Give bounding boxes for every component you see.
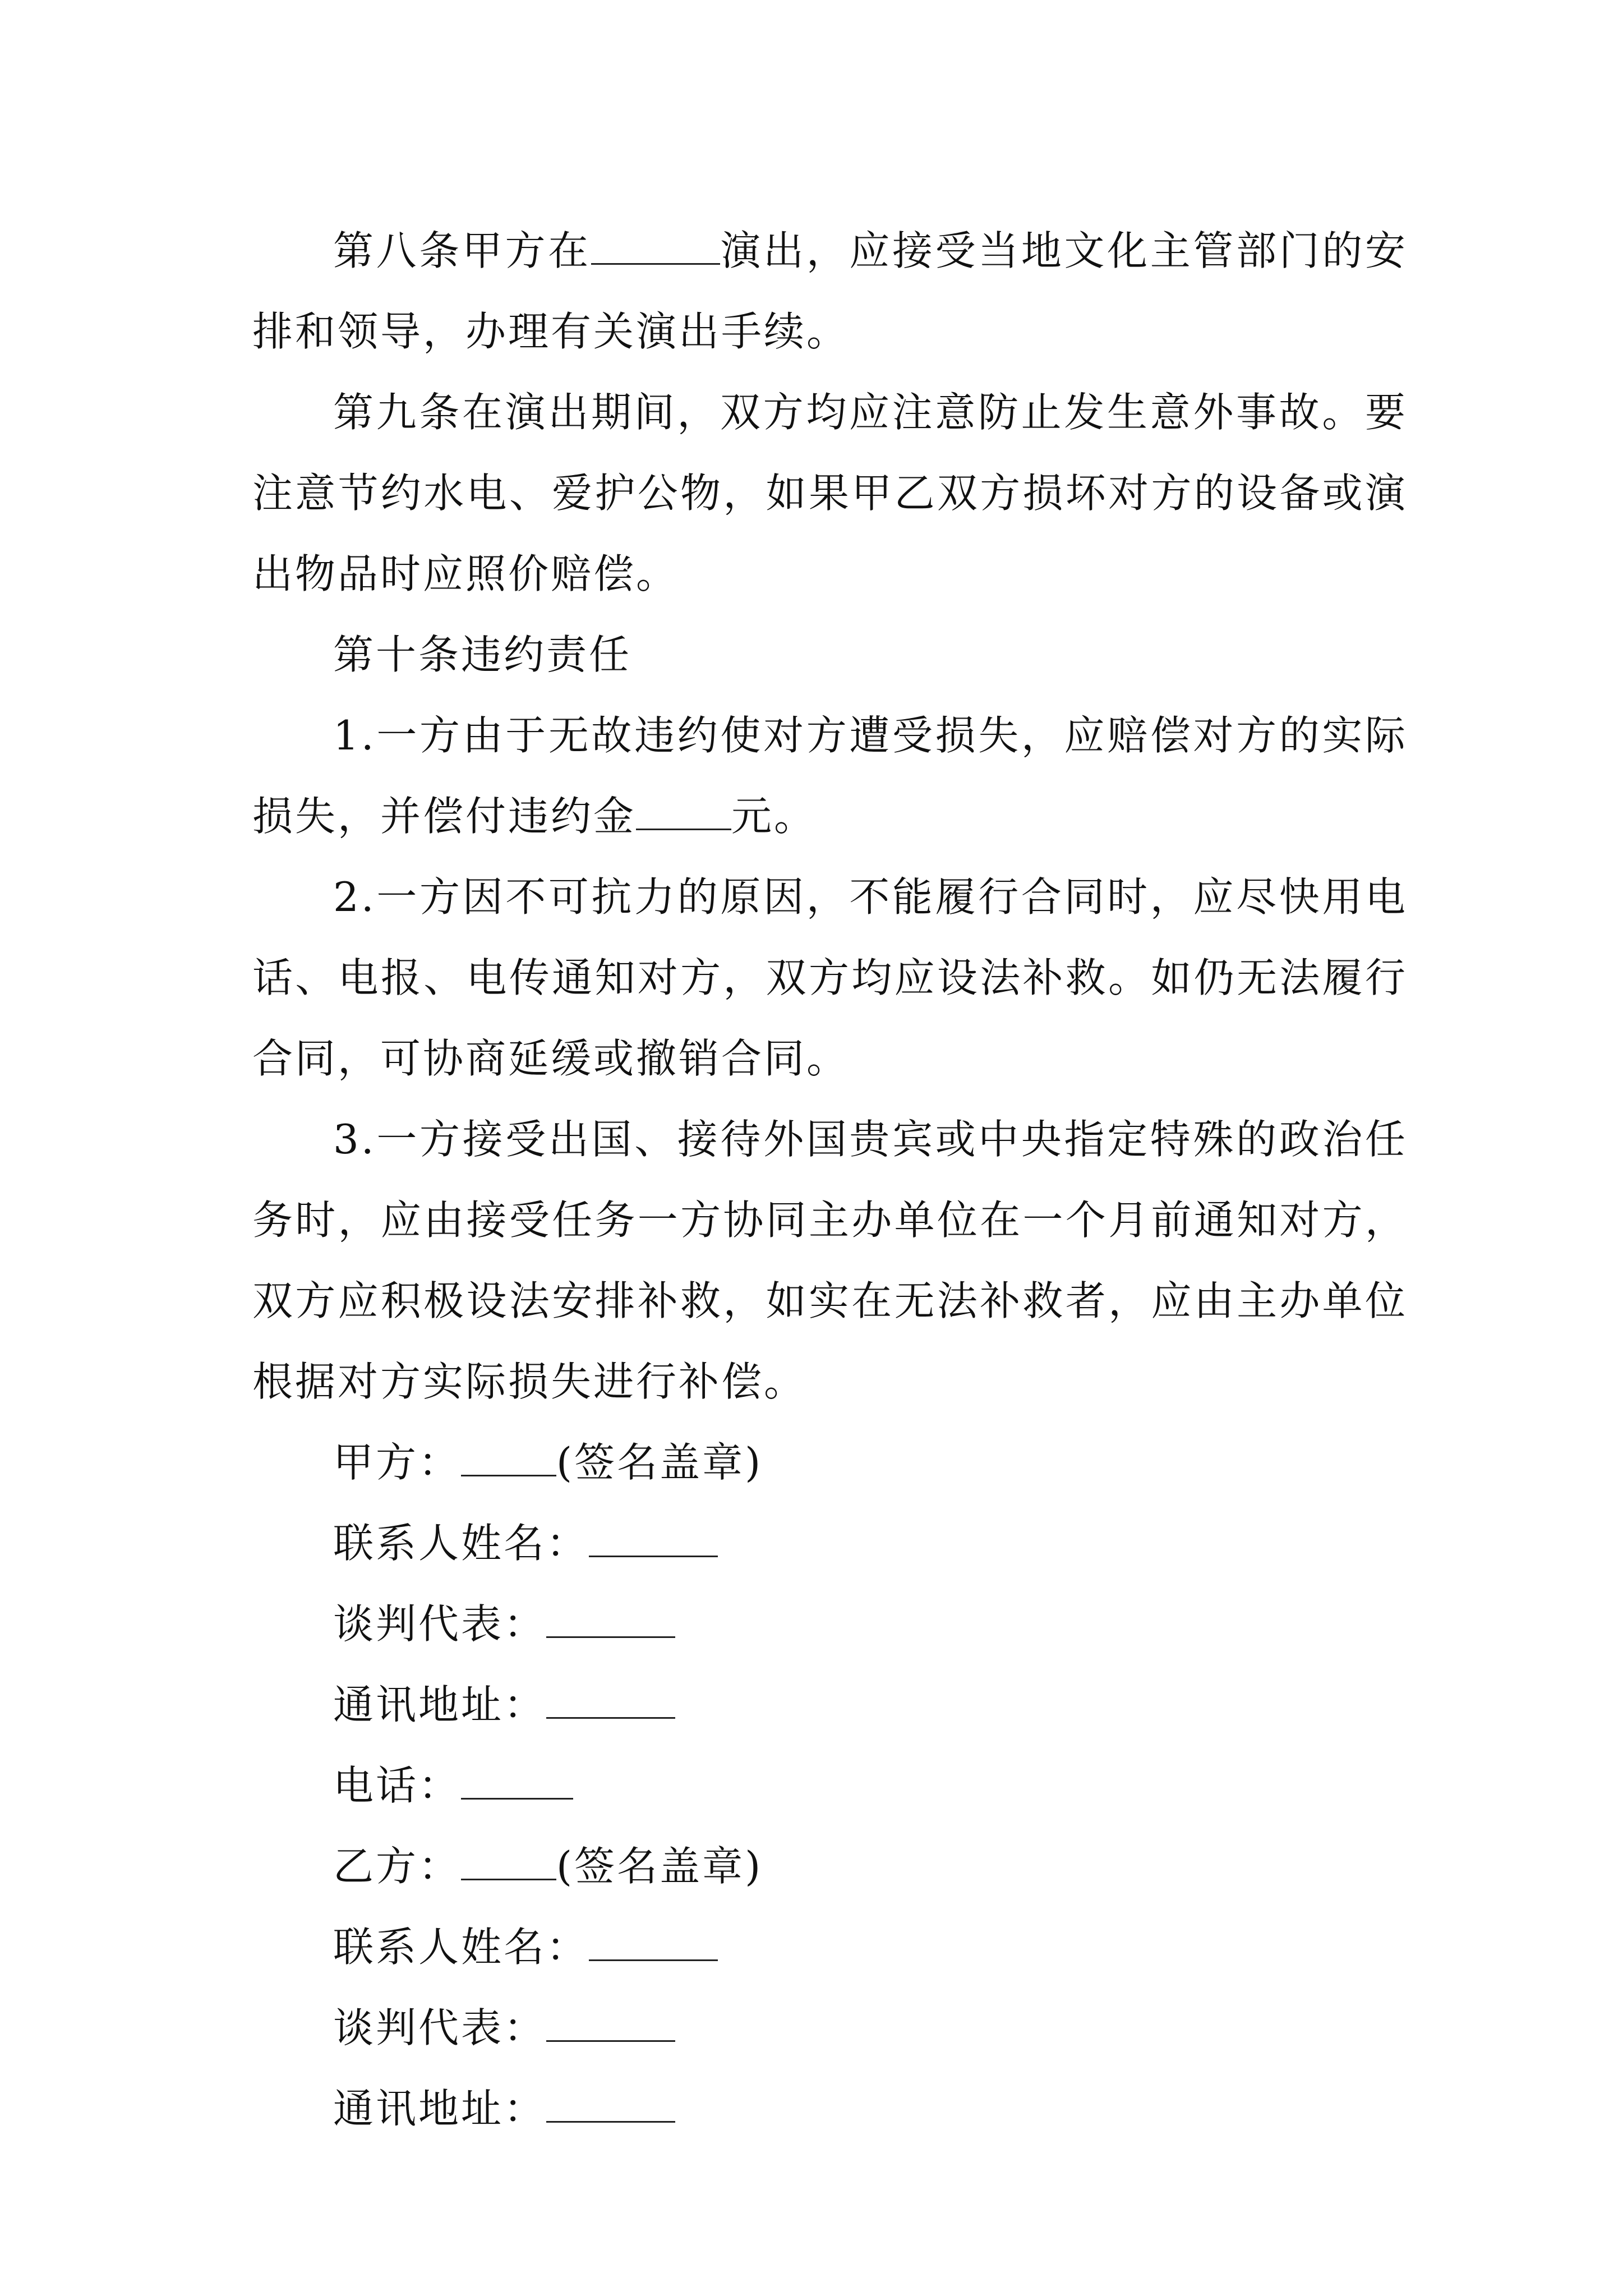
article-8-text-before: 第八条甲方在 bbox=[333, 227, 591, 274]
party-b-address-label: 通讯地址： bbox=[333, 2085, 547, 2132]
article-8-paragraph bbox=[252, 210, 1408, 372]
party-b-seal-note: (签名盖章) bbox=[556, 1843, 763, 1890]
party-b-signature-blank bbox=[461, 1847, 556, 1880]
party-b-negotiator-line bbox=[252, 1987, 1408, 2068]
party-a-signature-blank bbox=[461, 1443, 556, 1476]
party-a-negotiator-blank bbox=[546, 1605, 675, 1638]
article-10-heading: 第十条违约责任 bbox=[333, 631, 632, 678]
article-8-text-after: 演出，应接受当地文化主管部门的安排和领导，办理有关演出手续。 bbox=[252, 227, 1408, 355]
party-a-negotiator-label: 谈判代表： bbox=[333, 1600, 547, 1648]
party-b-contact-name-label: 联系人姓名： bbox=[333, 1924, 589, 1971]
party-a-phone-blank bbox=[461, 1766, 573, 1800]
party-b-signature-line bbox=[252, 1826, 1408, 1907]
party-a-address-label: 通讯地址： bbox=[333, 1681, 547, 1728]
party-a-address-blank bbox=[546, 1686, 675, 1719]
party-b-address-line bbox=[252, 2068, 1408, 2149]
party-a-contact-name-blank bbox=[589, 1524, 718, 1557]
performance-location-blank bbox=[591, 232, 720, 265]
party-b-contact-name-blank bbox=[589, 1928, 718, 1961]
party-b-label: 乙方： bbox=[333, 1843, 462, 1890]
party-b-negotiator-blank bbox=[546, 2009, 675, 2042]
party-b-address-blank bbox=[546, 2090, 675, 2123]
liability-item-3: 3.一方接受出国、接待外国贵宾或中央指定特殊的政治任务时，应由接受任务一方协同主办单位在一个月前通知对方，双方应积极设法安排补救，如实在无法补救者，应由主办单位根据对方实际损失进行补偿。 bbox=[252, 1116, 1408, 1405]
party-a-signature-line bbox=[252, 1422, 1408, 1503]
party-a-seal-note: (签名盖章) bbox=[556, 1439, 763, 1486]
liability-item-2: 2.一方因不可抗力的原因，不能履行合同时，应尽快用电话、电报、电传通知对方，双方均应设法补救。如仍无法履行合同，可协商延缓或撤销合同。 bbox=[252, 873, 1408, 1082]
article-9-paragraph: 第九条在演出期间，双方均应注意防止发生意外事故。要注意节约水电、爱护公物，如果甲乙双方损坏对方的设备或演出物品时应照价赔偿。 bbox=[252, 389, 1408, 597]
party-a-address-line bbox=[252, 1664, 1408, 1745]
contract-body bbox=[252, 210, 1408, 2149]
liability-item-1-text-after: 元。 bbox=[731, 793, 817, 840]
party-a-phone-label: 电话： bbox=[333, 1762, 462, 1809]
party-a-phone-line bbox=[252, 1745, 1408, 1826]
penalty-amount-blank bbox=[636, 797, 731, 830]
party-a-negotiator-line bbox=[252, 1584, 1408, 1664]
liability-item-1-text-before: 1.一方由于无故违约使对方遭受损失，应赔偿对方的实际损失，并偿付违约金 bbox=[252, 712, 1408, 840]
party-a-contact-name-label: 联系人姓名： bbox=[333, 1520, 589, 1567]
party-a-label: 甲方： bbox=[333, 1439, 462, 1486]
party-a-contact-name-line bbox=[252, 1503, 1408, 1584]
liability-item-1 bbox=[252, 695, 1408, 857]
party-b-contact-name-line bbox=[252, 1907, 1408, 1987]
party-b-negotiator-label: 谈判代表： bbox=[333, 2004, 547, 2051]
